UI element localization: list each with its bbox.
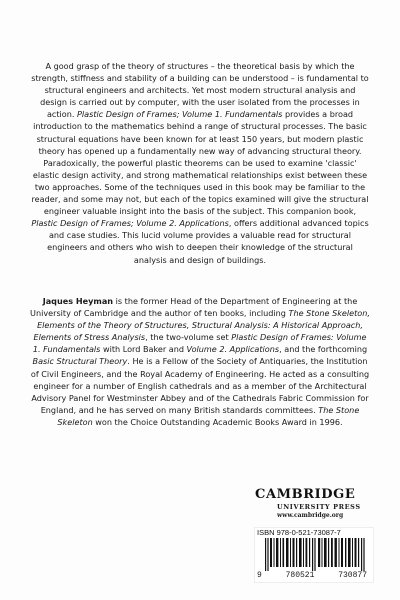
author-bio-text: won the Choice Outstanding Academic Books Award in 1996. (92, 416, 343, 427)
author-book-title: Volume 2. Applications (186, 344, 280, 355)
blurb-text-2: provides a broad introduction to the mathematics behind a range of structural processes. The basic structural equations have been known for at least 150 years, but modern plastic theory has opened up a fundamentally new way of advancing structural theory. Paradoxically, the powerful plastic theorems can be used to examine 'classic' elastic design activity, and strong mathematical relationships exist between these two approaches. Some of the techniques used in this book may be familiar to the reader, and some may not, but each of the topics examined will give the structural engineer valuable insight into the basis of the subject. This companion book, (31, 109, 369, 217)
author-bio (30, 295, 370, 428)
publisher-url: www.cambridge.org (277, 512, 344, 519)
barcode-icon (261, 538, 369, 571)
blurb-text-1: A good grasp of the theory of structures – the theoretical basis by which the strength, stiffness and stability of a building can be understood – is fundamental to structural engineers and architects. Yet most modern structural analysis and design is carried out by computer, with the user isolated from the processes in action. (31, 61, 369, 120)
publisher-name: CAMBRIDGE (255, 487, 356, 502)
author-book-title: The Stone Skeleton (57, 404, 360, 427)
blurb-title-volume-1: Plastic Design of Frames; Volume 1. Fundamentals (77, 109, 283, 120)
barcode-digit-group-2: 730877 (338, 571, 367, 580)
author-name: Jaques Heyman (42, 296, 114, 306)
author-bio-text: with Lord Baker and (100, 344, 187, 355)
isbn-number: ISBN 978-0-521-73087-7 (257, 528, 341, 537)
barcode-digits (255, 571, 373, 580)
barcode-digit-prefix: 9 (257, 571, 262, 580)
blurb-text-3: , offers additional advanced topics and case studies. This lucid volume provides a valuable read for structural engineers and others who wish to deepen their knowledge of the structural analysis and design of buildings. (47, 218, 369, 265)
author-book-titles: The Stone Skeleton, Elements of the Theory of Structures, Structural Analysis: A Historical Approach, Elements of Stress Analysis (33, 308, 370, 343)
author-bio-text: is the former Head of the Department of Engineering at the University of Cambridge and the author of ten books, including (30, 296, 358, 319)
isbn-barcode (254, 527, 374, 583)
publisher-subtitle: UNIVERSITY PRESS (277, 503, 361, 511)
author-book-title: Plastic Design of Frames: Volume 1. Fundamentals (32, 332, 367, 355)
blurb-title-volume-2: Plastic Design of Frames; Volume 2. Applications (31, 218, 229, 229)
author-bio-text: , and the forthcoming (279, 344, 368, 355)
book-blurb (30, 60, 370, 266)
author-book-title: Basic Structural Theory (32, 356, 128, 367)
barcode-digit-group-1: 780521 (285, 571, 315, 580)
author-bio-text: , the two-volume set (145, 332, 232, 343)
publisher-logo (255, 487, 367, 519)
author-bio-text: . He is a Fellow of the Society of Antiquaries, the Institution of Civil Engineers, and the Royal Academy of Engineering. He acted as a consulting engineer for a number of English cathedrals and as a member of the Architectural Advisory Panel for Westminster Abbey and of the Cathedrals Fabric Commission for England, and he has served on many British standards committees. (30, 356, 370, 415)
